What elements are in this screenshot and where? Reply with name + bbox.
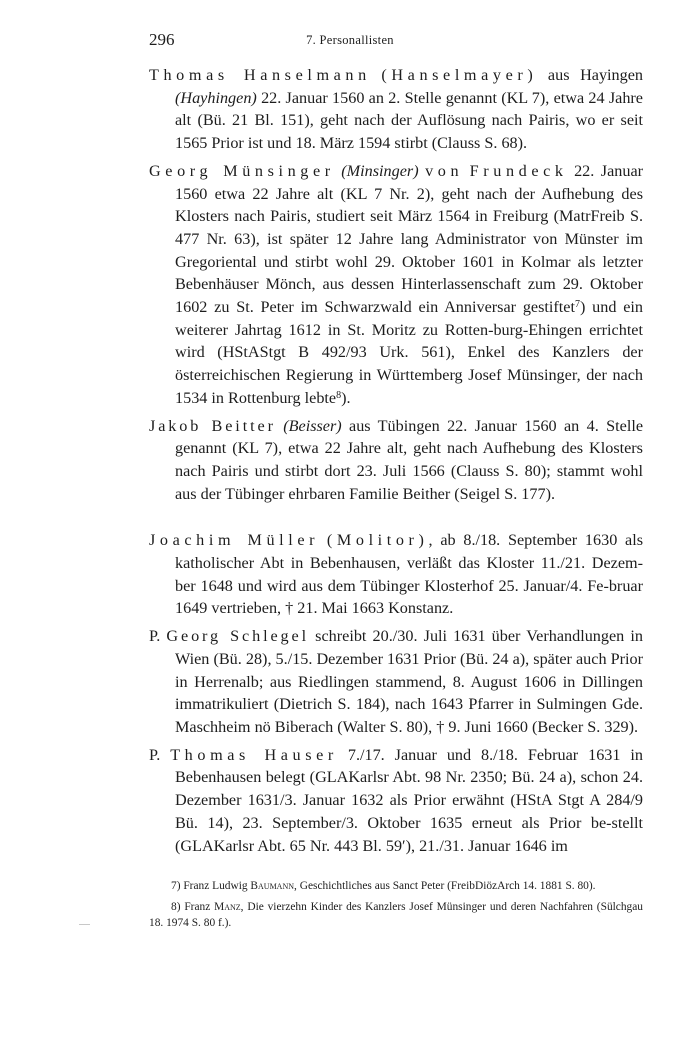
footnote-author-first: Franz (184, 900, 215, 913)
footnote-marker: 7) (171, 880, 184, 892)
entry-text: , ab 8./18. September 1630 als katholischer Abt in Bebenhausen, verläßt das Kloster 11./21. Dezem-ber 1648 und wird aus dem Tübinger Klosterhof 25. Januar/4. Fe-bruar 1649 vertrieben, † 21. Mai 1663 Konstanz. (175, 531, 644, 618)
entry-thomas-hanselmann (149, 64, 643, 155)
entry-joachim-mueller (149, 529, 643, 620)
entry-name: Thomas Hanselmann (149, 66, 371, 84)
footnote-8 (149, 900, 643, 932)
entry-particle: von (425, 161, 464, 180)
margin-mark (79, 924, 90, 925)
entry-text: 7./17. Januar und 8./18. Februar 1631 in Bebenhausen belegt (GLAKarlsr Abt. 98 Nr. 2350; Bü. 24 a), schon 24. Dezember 1631/3. Januar 1632 als Prior erwähnt (HStA Stgt A 284/9 Bü. 14), 23. September/3. Oktober 1635 erneut als Prior be-stellt (GLAKarlsr Abt. 65 Nr. 443 Bl. 59′), 21./31. Januar 1646 im (175, 745, 643, 855)
entry-georg-muensinger (149, 160, 643, 410)
page-number: 296 (149, 30, 175, 49)
entry-prefix: P. (149, 627, 167, 646)
entry-georg-schlegel (149, 625, 643, 739)
entry-name: Georg Schlegel (166, 627, 310, 646)
footnote-text: , Die vierzehn Kinder des Kanzlers Josef Münsinger und deren Nachfahren (Sülchgau 18. 1974 S. 80 f.). (149, 900, 643, 929)
entry-name: Thomas Hauser (170, 745, 338, 764)
entry-alt-name: (Hanselmayer) (381, 66, 538, 84)
entry-italic-alt-name: (Hayhingen) (175, 88, 257, 107)
entry-text: schreibt 20./30. Juli 1631 über Verhandlungen in Wien (Bü. 28), 5./15. Dezember 1631 Prior (Bü. 24 a), später auch Prior in Herrenalb; aus Riedlingen stammend, 8. August 1606 in Dillingen immatrikuliert (Dietrich S. 184), nach 1643 Pfarrer in Sulmingen Gde. Maschheim nö Biberach (Walter S. 80), † 9. Juni 1660 (Becker S. 329). (175, 627, 643, 736)
entry-thomas-hauser (149, 744, 643, 858)
entry-prefix: P. (149, 745, 171, 764)
entry-italic-alt-name: (Beisser) (283, 416, 342, 435)
entry-italic-alt-name: (Minsinger) (341, 161, 419, 180)
entry-name: Jakob Beitter (149, 416, 276, 435)
entry-text: ) und ein weiterer Jahrtag 1612 in St. Moritz zu Rotten-burg-Ehingen errichtet wird (HStAStgt B 492/93 Urk. 561), Enkel des Kanzlers der österreichischen Regierung in Württemberg Josef Münsinger, der nach 1534 in Rottenburg lebte (175, 298, 643, 407)
entry-name: Georg Münsinger (149, 161, 335, 180)
footnote-author-first: Franz Ludwig (183, 880, 251, 892)
entry-text: aus Tübingen 22. Januar 1560 an 4. Stelle genannt (KL 7), etwa 22 Jahre alt, geht nach Aufhebung des Klosters nach Pairis und stirbt dort 23. Juli 1566 (Clauss S. 80); stammt wohl aus der Tübinger ehrbaren Familie Beither (Seigel S. 177). (175, 416, 643, 503)
entry-text: aus Hayingen (537, 66, 644, 84)
entry-text: 22. Januar 1560 etwa 22 Jahre alt (KL 7 Nr. 2), geht nach der Aufhebung des Klosters nach Pairis, studiert seit März 1564 in Freiburg (MatrFreib S. 477 Nr. 63), ist später 12 Jahre lang Administrator von Münster im Gregoriental und stirbt wohl 29. Oktober 1601 in Kolmar als letzter Bebenhäuser Mönch, aus dessen Hinterlassenschaft zum 29. Oktober 1602 zu St. Peter im Schwarzwald ein Anniversar gestiftet (175, 161, 644, 317)
main-text (149, 64, 643, 862)
footnote-7 (149, 879, 643, 895)
entry-text: 22. Januar 1560 an 2. Stelle genannt (KL 7), etwa 24 Jahre alt (Bü. 21 Bl. 151), geht nach der Auflösung nach Pairis, wo er seit 1565 Prior ist und 18. März 1594 stirbt (Clauss S. 68). (175, 88, 643, 153)
entry-text: ). (341, 388, 351, 407)
entry-name: Joachim Müller (149, 531, 320, 550)
footnote-ref-8[interactable]: 8 (336, 389, 342, 401)
entry-jakob-beitter (149, 415, 643, 506)
entry-alt-name: (Molitor) (326, 531, 429, 550)
entry-place-name: Frundeck (469, 161, 568, 180)
footnote-marker: 8) (171, 900, 185, 913)
footnote-author-last: Manz (214, 900, 241, 913)
footnotes (149, 879, 643, 936)
footnote-author-last: Baumann (250, 880, 295, 892)
footnote-ref-7[interactable]: 7 (574, 299, 580, 311)
footnote-text: , Geschichtliches aus Sanct Peter (FreibDiözArch 14. 1881 S. 80). (294, 880, 596, 892)
running-title: 7. Personallisten (306, 33, 394, 47)
